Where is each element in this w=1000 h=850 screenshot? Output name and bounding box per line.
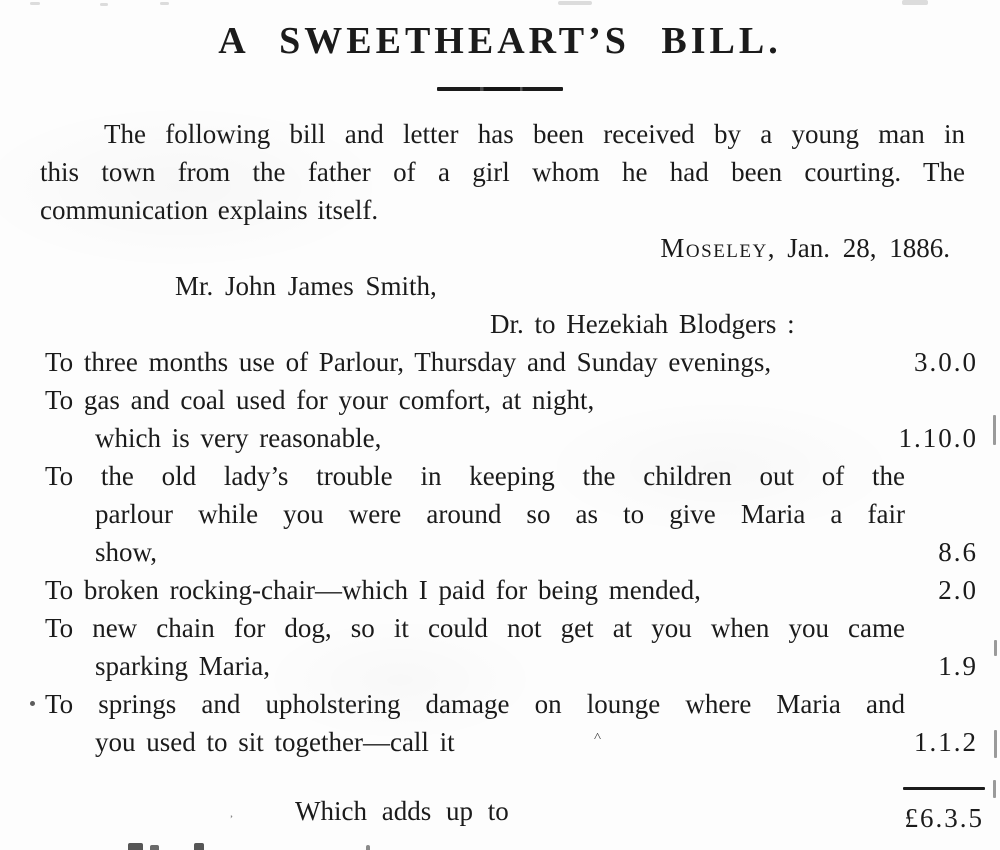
cutoff-text-fragment <box>902 0 928 5</box>
cutoff-text-fragment <box>150 845 159 850</box>
total-label: Which adds up to <box>295 796 509 827</box>
addressee: Mr. John James Smith, <box>175 271 437 302</box>
column-edge-mark <box>993 415 996 445</box>
bill-line-text: To the old lady’s trouble in keeping the children out of the <box>45 461 905 492</box>
cutoff-text-fragment <box>160 2 169 5</box>
intro-paragraph <box>40 115 965 229</box>
bill-line-amount: 1.9 <box>938 651 978 682</box>
bill-line <box>0 647 1000 685</box>
title-divider <box>437 87 563 91</box>
bill-line <box>0 343 1000 381</box>
bill-line-text: show, <box>95 537 158 568</box>
bill-line-amount: 2.0 <box>938 575 978 606</box>
cutoff-text-fragment <box>194 843 204 850</box>
bill-line-text: To broken rocking-chair—which I paid for being mended, <box>45 575 701 606</box>
dateline-place: Moseley <box>660 233 768 264</box>
article-title: A SWEETHEART’S BILL. <box>218 20 782 62</box>
bill-line <box>0 533 1000 571</box>
bill-total-row <box>0 787 1000 835</box>
bill-line <box>0 609 1000 647</box>
bill-line-text: To springs and upholstering damage on lounge where Maria and <box>45 689 905 720</box>
bill-line-text: To gas and coal used for your comfort, at night, <box>45 385 595 416</box>
bill-line <box>0 457 1000 495</box>
column-edge-mark <box>994 730 997 758</box>
total-rule <box>903 787 985 790</box>
bill-line-amount: 8.6 <box>938 537 978 568</box>
column-edge-mark <box>993 780 996 798</box>
ink-speck: ^ <box>594 731 602 745</box>
column-edge-mark <box>994 640 997 656</box>
intro-line: this town from the father of a girl whom he had been courting. The <box>40 157 965 188</box>
ink-speck <box>30 701 35 706</box>
total-amount: £6.3.5 <box>904 803 984 834</box>
cutoff-text-fragment <box>366 845 370 850</box>
cutoff-text-fragment <box>128 843 143 850</box>
bill-line-text: parlour while you were around so as to give Maria a fair <box>95 499 905 530</box>
bill-line <box>0 419 1000 457</box>
intro-line: communication explains itself. <box>40 195 379 226</box>
bill-line-text: which is very reasonable, <box>95 423 382 454</box>
bill-line-amount: 3.0.0 <box>914 347 978 378</box>
debtor-heading: Dr. to Hezekiah Blodgers : <box>490 309 795 340</box>
bill-line-amount: 1.1.2 <box>914 727 978 758</box>
bill-line-text: To new chain for dog, so it could not get at you when you came <box>45 613 905 644</box>
cutoff-text-fragment <box>30 2 40 5</box>
bill-line <box>0 495 1000 533</box>
cutoff-text-fragment <box>558 1 592 5</box>
bill-line-text: sparking Maria, <box>95 651 270 682</box>
dateline <box>0 229 1000 267</box>
bill-line <box>0 685 1000 723</box>
intro-line: The following bill and letter has been received by a young man in <box>104 119 965 150</box>
bill-line-text: To three months use of Parlour, Thursday and Sunday evenings, <box>45 347 772 378</box>
ink-speck: , <box>230 807 233 820</box>
bill-line-amount: 1.10.0 <box>898 423 978 454</box>
bill-items <box>0 343 1000 761</box>
bill-line <box>0 723 1000 761</box>
cutoff-text-fragment <box>100 3 108 6</box>
bill-line-text: you used to sit together—call it <box>95 727 455 758</box>
dateline-date: , Jan. 28, 1886. <box>767 233 950 264</box>
bill-line <box>0 381 1000 419</box>
bill-line <box>0 571 1000 609</box>
